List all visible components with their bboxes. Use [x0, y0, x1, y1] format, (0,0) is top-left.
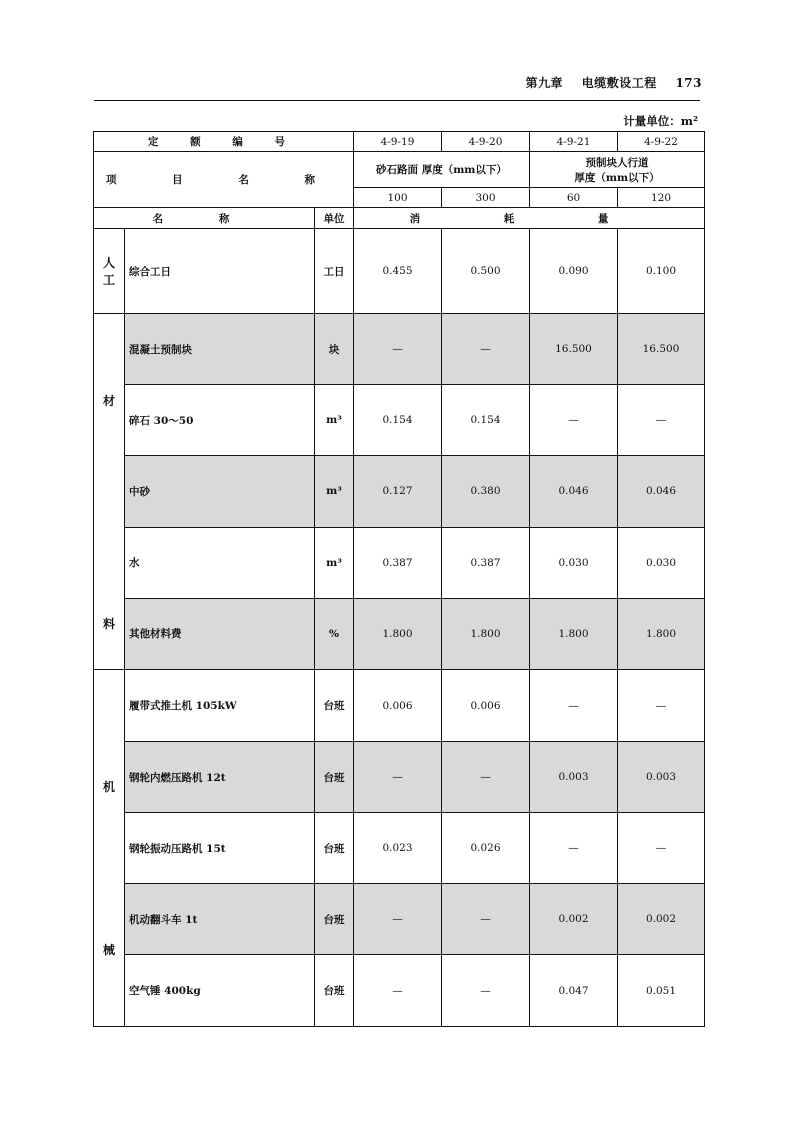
- code-cell: 4-9-19: [354, 132, 442, 152]
- value-cell: —: [442, 314, 530, 385]
- thickness-cell: 120: [618, 188, 705, 208]
- value-cell: 16.500: [618, 314, 705, 385]
- value-cell: 1.800: [530, 598, 618, 669]
- value-cell: 0.154: [442, 385, 530, 456]
- page-header: [512, 74, 702, 91]
- value-cell: —: [618, 813, 705, 884]
- row-unit: 台班: [315, 813, 354, 884]
- value-cell: 0.154: [354, 385, 442, 456]
- row-name: 混凝土预制块: [125, 314, 315, 385]
- value-cell: 0.387: [354, 527, 442, 598]
- category-machine: 机 械: [94, 670, 125, 1027]
- value-cell: 0.387: [442, 527, 530, 598]
- row-name: 水: [125, 527, 315, 598]
- value-cell: —: [442, 955, 530, 1027]
- row-name: 碎石 30～50: [125, 385, 315, 456]
- chapter-label: 第九章: [525, 76, 564, 90]
- unit-column-header: 单位: [315, 208, 354, 229]
- row-name: 机动翻斗车 1t: [125, 884, 315, 955]
- value-cell: 0.500: [442, 229, 530, 314]
- thickness-cell: 60: [530, 188, 618, 208]
- row-unit: m³: [315, 385, 354, 456]
- row-unit: %: [315, 598, 354, 669]
- code-cell: 4-9-20: [442, 132, 530, 152]
- header-rule: [94, 100, 700, 101]
- value-cell: —: [442, 884, 530, 955]
- value-cell: 0.030: [618, 527, 705, 598]
- name-column-header: 名 称: [94, 208, 315, 229]
- chapter-title: 电缆敷设工程: [581, 76, 657, 90]
- value-cell: 0.002: [618, 884, 705, 955]
- row-name: 综合工日: [125, 229, 315, 314]
- row-name: 其他材料费: [125, 598, 315, 669]
- value-cell: 0.006: [442, 670, 530, 742]
- code-cell: 4-9-21: [530, 132, 618, 152]
- value-cell: 0.003: [530, 742, 618, 813]
- row-unit: 台班: [315, 670, 354, 742]
- value-cell: —: [354, 955, 442, 1027]
- value-cell: 16.500: [530, 314, 618, 385]
- row-unit: 台班: [315, 955, 354, 1027]
- value-cell: 0.030: [530, 527, 618, 598]
- value-cell: 0.046: [530, 456, 618, 527]
- row-name: 钢轮振动压路机 15t: [125, 813, 315, 884]
- value-cell: 0.003: [618, 742, 705, 813]
- value-cell: 0.023: [354, 813, 442, 884]
- value-cell: 0.006: [354, 670, 442, 742]
- group-header-gravel: 砂石路面 厚度（mm以下）: [354, 152, 530, 188]
- value-cell: —: [354, 742, 442, 813]
- value-cell: 0.380: [442, 456, 530, 527]
- item-name-label: 项 目 名 称: [94, 152, 354, 208]
- row-name: 履带式推土机 105kW: [125, 670, 315, 742]
- row-unit: m³: [315, 527, 354, 598]
- consumption-header: 消 耗 量: [354, 208, 705, 229]
- group-header-block: 预制块人行道 厚度（mm以下）: [530, 152, 705, 188]
- quota-table: [93, 131, 705, 1027]
- value-cell: 1.800: [618, 598, 705, 669]
- value-cell: —: [618, 670, 705, 742]
- value-cell: —: [530, 813, 618, 884]
- value-cell: 0.046: [618, 456, 705, 527]
- value-cell: —: [442, 742, 530, 813]
- value-cell: —: [618, 385, 705, 456]
- thickness-cell: 100: [354, 188, 442, 208]
- unit-of-measure: 计量单位：m²: [623, 114, 698, 128]
- row-name: 中砂: [125, 456, 315, 527]
- row-unit: 台班: [315, 884, 354, 955]
- thickness-cell: 300: [442, 188, 530, 208]
- code-cell: 4-9-22: [618, 132, 705, 152]
- value-cell: 0.026: [442, 813, 530, 884]
- value-cell: 0.455: [354, 229, 442, 314]
- page-number: 173: [675, 76, 702, 90]
- row-unit: 块: [315, 314, 354, 385]
- value-cell: —: [354, 884, 442, 955]
- row-name: 空气锤 400kg: [125, 955, 315, 1027]
- category-material: 材 料: [94, 314, 125, 670]
- value-cell: 0.002: [530, 884, 618, 955]
- value-cell: —: [354, 314, 442, 385]
- row-unit: 台班: [315, 742, 354, 813]
- row-unit: m³: [315, 456, 354, 527]
- code-label-cell: 定 额 编 号: [94, 132, 354, 152]
- value-cell: —: [530, 670, 618, 742]
- row-name: 钢轮内燃压路机 12t: [125, 742, 315, 813]
- value-cell: 0.100: [618, 229, 705, 314]
- value-cell: 0.051: [618, 955, 705, 1027]
- row-unit: 工日: [315, 229, 354, 314]
- category-labor: 人 工: [94, 229, 125, 314]
- value-cell: 1.800: [354, 598, 442, 669]
- value-cell: —: [530, 385, 618, 456]
- value-cell: 1.800: [442, 598, 530, 669]
- value-cell: 0.047: [530, 955, 618, 1027]
- value-cell: 0.090: [530, 229, 618, 314]
- value-cell: 0.127: [354, 456, 442, 527]
